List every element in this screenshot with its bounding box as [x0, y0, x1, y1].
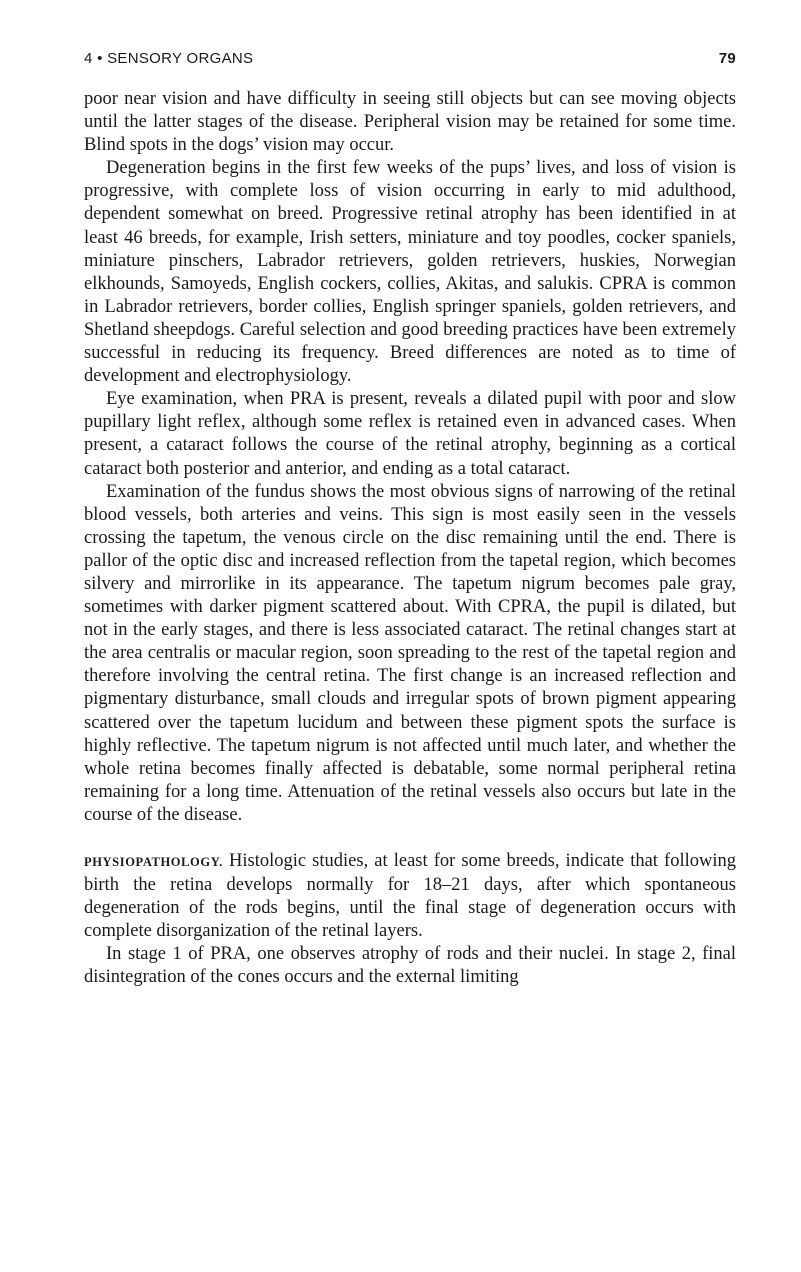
page-number: 79	[718, 50, 736, 67]
chapter-title: 4 • SENSORY ORGANS	[84, 50, 254, 67]
section-heading-physiopathology: PHYSIOPATHOLOGY.	[84, 855, 223, 869]
physiopathology-text: Histologic studies, at least for some breeds, indicate that following birth the retina develops normally for 18–21 days, after which spontaneous degeneration of the rods begins, until the final stage of degeneration occurs with complete disorganization of the retinal layers.	[84, 851, 736, 942]
body-text	[84, 88, 736, 990]
paragraph-eye-examination: Eye examination, when PRA is present, reveals a dilated pupil with poor and slow pupillary light reflex, although some reflex is retained even in advanced cases. When present, a cataract follows the course of the retinal atrophy, beginning as a cortical cataract both posterior and anterior, and ending as a total cataract.	[84, 389, 736, 479]
paragraph-stages: In stage 1 of PRA, one observes atrophy of rods and their nuclei. In stage 2, final disintegration of the cones occurs and the external limiting	[84, 944, 736, 988]
paragraph-continuation: poor near vision and have difficulty in seeing still objects but can see moving objects until the latter stages of the disease. Peripheral vision may be retained for some time. Blind spots in the dogs’ vision may occur.	[84, 89, 736, 156]
paragraph-physiopathology	[84, 850, 736, 943]
paragraph-fundus: Examination of the fundus shows the most obvious signs of narrowing of the retinal blood vessels, both arteries and veins. This sign is most easily seen in the vessels crossing the tapetum, the venous circle on the disc remaining until the end. There is pallor of the optic disc and increased reflection from the tapetal region, which becomes silvery and mirrorlike in its appearance. The tapetum nigrum becomes pale gray, sometimes with darker pigment scattered about. With CPRA, the pupil is dilated, but not in the early stages, and there is less associated cataract. The retinal changes start at the area centralis or macular region, soon spreading to the rest of the tapetal region and therefore involving the central retina. The first change is an increased reflection and pigmentary disturbance, small clouds and irregular spots of brown pigment appearing scattered over the tapetum lucidum and between these pigment spots the surface is highly reflective. The tapetum nigrum is not affected until much later, and whether the whole retina becomes finally affected is debatable, some normal peripheral retina remaining for a long time. Attenuation of the retinal vessels also occurs but late in the course of the disease.	[84, 481, 736, 825]
paragraph-degeneration: Degeneration begins in the first few weeks of the pups’ lives, and loss of vision is progressive, with complete loss of vision occurring in early to mid adulthood, dependent somewhat on breed. Progressive retinal atrophy has been identified in at least 46 breeds, for example, Irish setters, miniature and toy poodles, cocker spaniels, miniature pinschers, Labrador retrievers, golden retrievers, huskies, Norwegian elkhounds, Samoyeds, English cockers, collies, Akitas, and salukis. CPRA is common in Labrador retrievers, border collies, English springer spaniels, golden retrievers, and Shetland sheepdogs. Careful selection and good breeding practices have been extremely successful in reducing its frequency. Breed differences are noted as to time of development and electrophysiology.	[84, 158, 736, 387]
